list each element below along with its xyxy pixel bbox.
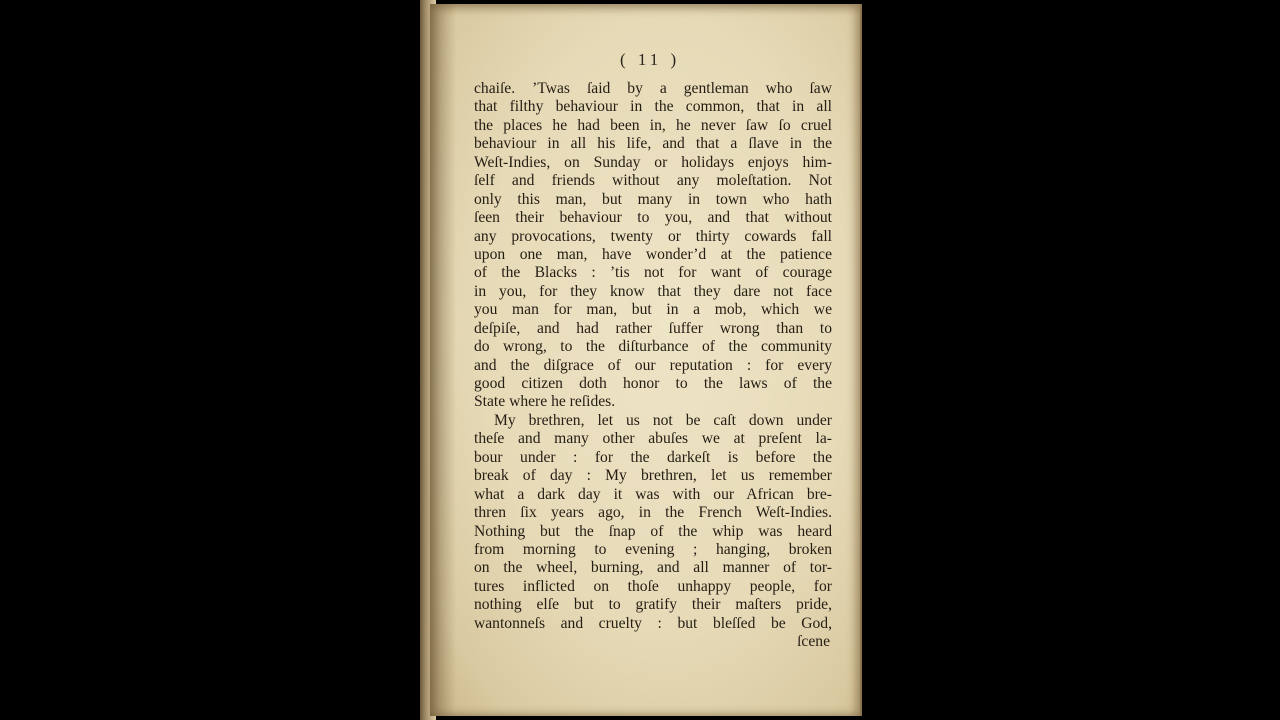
text-line: of the Blacks : ’tis not for want of courage (474, 264, 832, 282)
text-line: what a dark day it was with our African bre- (474, 485, 832, 503)
text-line: ſeen their behaviour to you, and that without (474, 209, 832, 227)
page-number: ( 11 ) (620, 50, 681, 69)
text-line: good citizen doth honor to the laws of the (474, 375, 832, 392)
text-line: upon one man, have wonder’d at the patience (474, 245, 832, 263)
text-line: deſpiſe, and had rather ſuffer wrong than to (474, 319, 832, 337)
text-line: break of day : My brethren, let us remember (474, 467, 832, 485)
text-line: theſe and many other abuſes we at preſent la- (474, 430, 832, 448)
spine-shadow (430, 4, 456, 716)
text-line: do wrong, to the diſturbance of the community (474, 338, 832, 356)
text-line: ſelf and friends without any moleſtation. Not (474, 172, 832, 190)
text-line: and the diſgrace of our reputation : for every (474, 356, 832, 374)
text-line: wantonneſs and cruelty : but bleſſed be God, (474, 614, 832, 632)
text-line: the places he had been in, he never ſaw ſo cruel (474, 116, 832, 134)
text-line: Weſt-Indies, on Sunday or holidays enjoys him- (474, 153, 832, 171)
text-line: any provocations, twenty or thirty cowards fall (474, 227, 832, 245)
text-line: that filthy behaviour in the common, that in all (474, 98, 832, 116)
text-line: on the wheel, burning, and all manner of tor- (474, 559, 832, 577)
text-line: from morning to evening ; hanging, broken (474, 540, 832, 558)
text-line: you man for man, but in a mob, which we (474, 301, 832, 319)
text-line: My brethren, let us not be caſt down under (494, 411, 832, 429)
text-line: in you, for they know that they dare not face (474, 282, 832, 300)
text-line: Nothing but the ſnap of the whip was heard (474, 522, 832, 540)
text-line: bour under : for the darkeſt is before the (474, 448, 832, 466)
page-text (474, 80, 832, 652)
text-line: behaviour in all his life, and that a ſlave in the (474, 135, 832, 153)
book-page (430, 4, 862, 716)
text-line: tures inflicted on thoſe unhappy people, for (474, 577, 832, 595)
text-line: chaiſe. ’Twas ſaid by a gentleman who ſaw (474, 80, 832, 97)
text-line: nothing elſe but to gratify their maſters pride, (474, 596, 832, 614)
text-line: only this man, but many in town who hath (474, 190, 832, 208)
text-line: thren ſix years ago, in the French Weſt-Indies. (474, 504, 832, 522)
text-line: State where he reſides. (474, 393, 616, 411)
catchword: ſcene (797, 633, 830, 651)
